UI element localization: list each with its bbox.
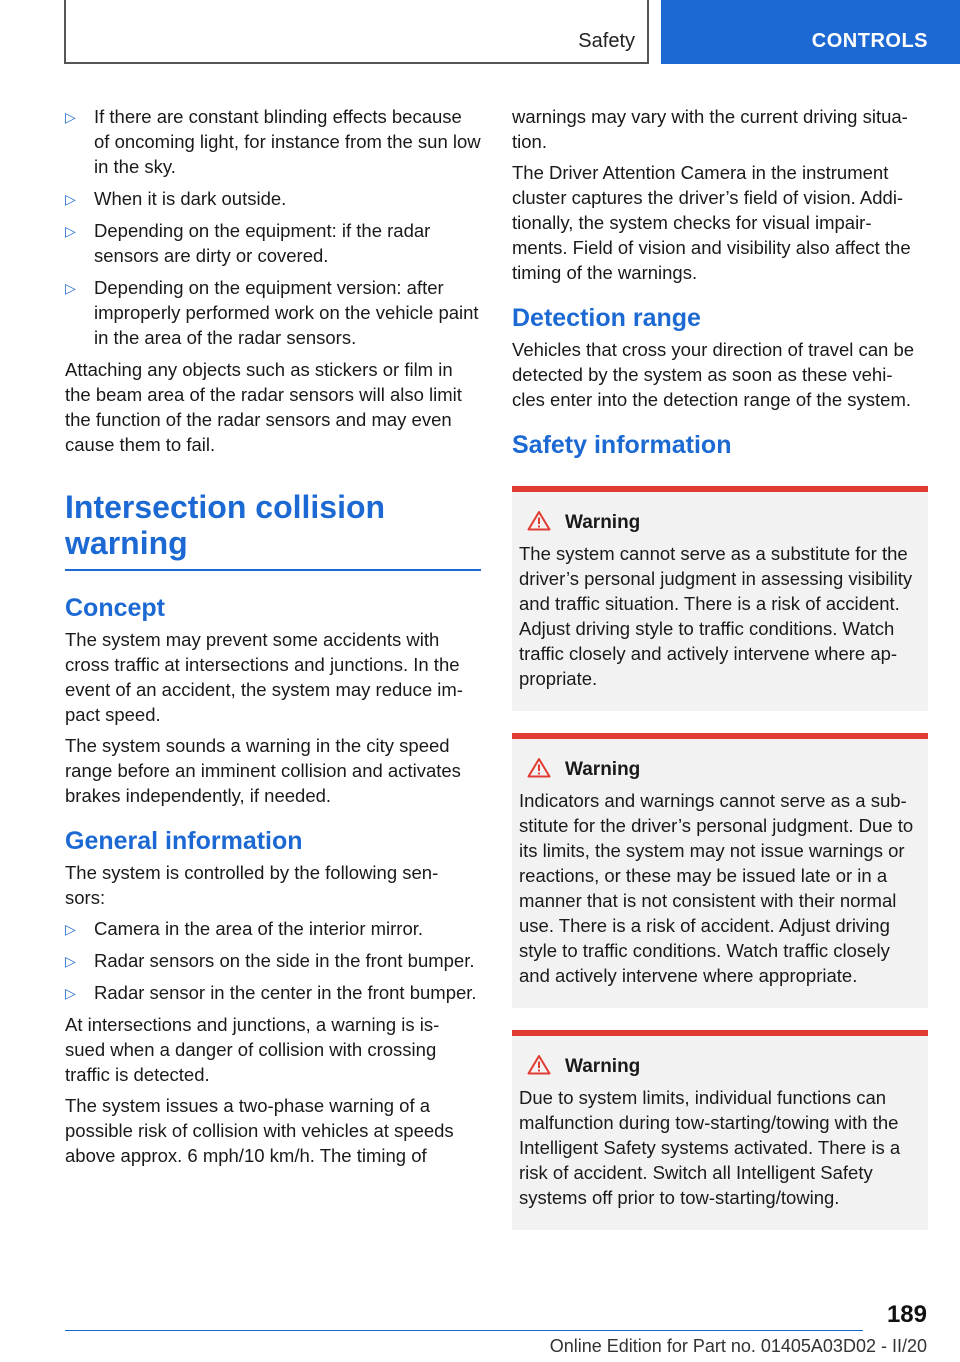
warning-text: The system cannot serve as a substitute for the driver’s personal judgment in assessing visibility and traffic situation. There is a risk of accident. Adjust driving style to traffic conditions. Watch traffic closely and actively intervene where ap‐ propriate. (519, 543, 913, 689)
list-item: ▷ Radar sensor in the center in the front bumper. (65, 980, 481, 1005)
header-chapter-label: CONTROLS (811, 30, 928, 52)
list-item: ▷ When it is dark outside. (65, 186, 481, 211)
general-paragraph: At intersections and junctions, a warning is is‐ sued when a danger of collision with crossing traffic is detected. (65, 1014, 440, 1085)
triangle-right-icon: ▷ (65, 921, 76, 937)
list-item: ▷ Depending on the equipment version: after improperly performed work on the vehicle paint in the area of the radar sensors. (65, 277, 479, 348)
list-item: ▷ Radar sensors on the side in the front bumper. (65, 948, 481, 973)
warning-text: Indicators and warnings cannot serve as a sub‐ stitute for the driver’s personal judgment. Due to its limits, the system may not issue warnings or reactions, or these may be issued late or in a manner that is not consistent with their normal use. There is a risk of accident. Adjust driving style to traffic conditions. Watch traffic closely and actively intervene where appropriate. (519, 790, 914, 986)
footer-divider (65, 1330, 863, 1331)
triangle-right-icon: ▷ (65, 109, 76, 125)
header-chapter-tab (661, 0, 960, 64)
warning-title: Warning (519, 510, 921, 535)
general-paragraph: The system is controlled by the following sen‐ sors: (65, 862, 439, 908)
limitations-list (65, 104, 481, 350)
warning-triangle-icon (527, 757, 551, 778)
concept-heading: Concept (65, 594, 165, 622)
list-item: ▷ If there are constant blinding effects because of oncoming light, for instance from the sun low in the sky. (65, 106, 481, 177)
camera-paragraph: The Driver Attention Camera in the instrument cluster captures the driver’s field of vision. Addi‐ tionally, the system checks for visual impair‐ ments. Field of vision and visibility also affect the timing of the warnings. (512, 162, 911, 283)
title-divider (65, 569, 481, 571)
triangle-right-icon: ▷ (65, 191, 76, 207)
triangle-right-icon: ▷ (65, 985, 76, 1001)
list-item: ▷ Depending on the equipment: if the radar sensors are dirty or covered. (65, 220, 431, 266)
page-number: 189 (886, 1301, 927, 1328)
warning-box (512, 486, 928, 711)
warning-text: Due to system limits, individual functions can malfunction during tow-starting/towing with the Intelligent Safety systems activated. There is a risk of accident. Switch all Intelligent Safety systems off prior to tow-starting/towing. (519, 1087, 901, 1208)
right-column (512, 104, 928, 1230)
header-section-box (64, 0, 649, 64)
general-info-heading: General information (65, 827, 303, 855)
warning-title: Warning (519, 1054, 921, 1079)
continued-paragraph: warnings may vary with the current driving situa‐ tion. (512, 106, 908, 152)
detection-paragraph: Vehicles that cross your direction of travel can be detected by the system as soon as these vehi‐ cles enter into the detection range of the system. (512, 339, 915, 410)
page-title: Intersection collision warning (65, 489, 386, 561)
warning-triangle-icon (527, 1054, 551, 1075)
list-item: ▷ Camera in the area of the interior mirror. (65, 916, 481, 941)
warning-box (512, 733, 928, 1008)
concept-paragraph: The system may prevent some accidents with cross traffic at intersections and junctions. In the event of an accident, the system may reduce im‐ pact speed. (65, 629, 463, 725)
header-section-title: Safety (578, 30, 635, 52)
attach-paragraph: Attaching any objects such as stickers or film in the beam area of the radar sensors will also limit the function of the radar sensors and may even cause them to fail. (65, 359, 462, 455)
warning-triangle-icon (527, 510, 551, 531)
warning-title: Warning (519, 757, 921, 782)
triangle-right-icon: ▷ (65, 953, 76, 969)
concept-paragraph: The system sounds a warning in the city speed range before an imminent collision and activates brakes independently, if needed. (65, 735, 461, 806)
general-paragraph: The system issues a two-phase warning of a possible risk of collision with vehicles at speeds above approx. 6 mph/10 km/h. The timing of (65, 1095, 454, 1166)
sensors-list (65, 916, 481, 1005)
triangle-right-icon: ▷ (65, 223, 76, 239)
detection-range-heading: Detection range (512, 304, 701, 332)
safety-info-heading: Safety information (512, 431, 732, 459)
warning-box (512, 1030, 928, 1230)
footer-edition: Online Edition for Part no. 01405A03D02 - II/20 (549, 1336, 927, 1356)
left-column (65, 104, 481, 1174)
triangle-right-icon: ▷ (65, 280, 76, 296)
